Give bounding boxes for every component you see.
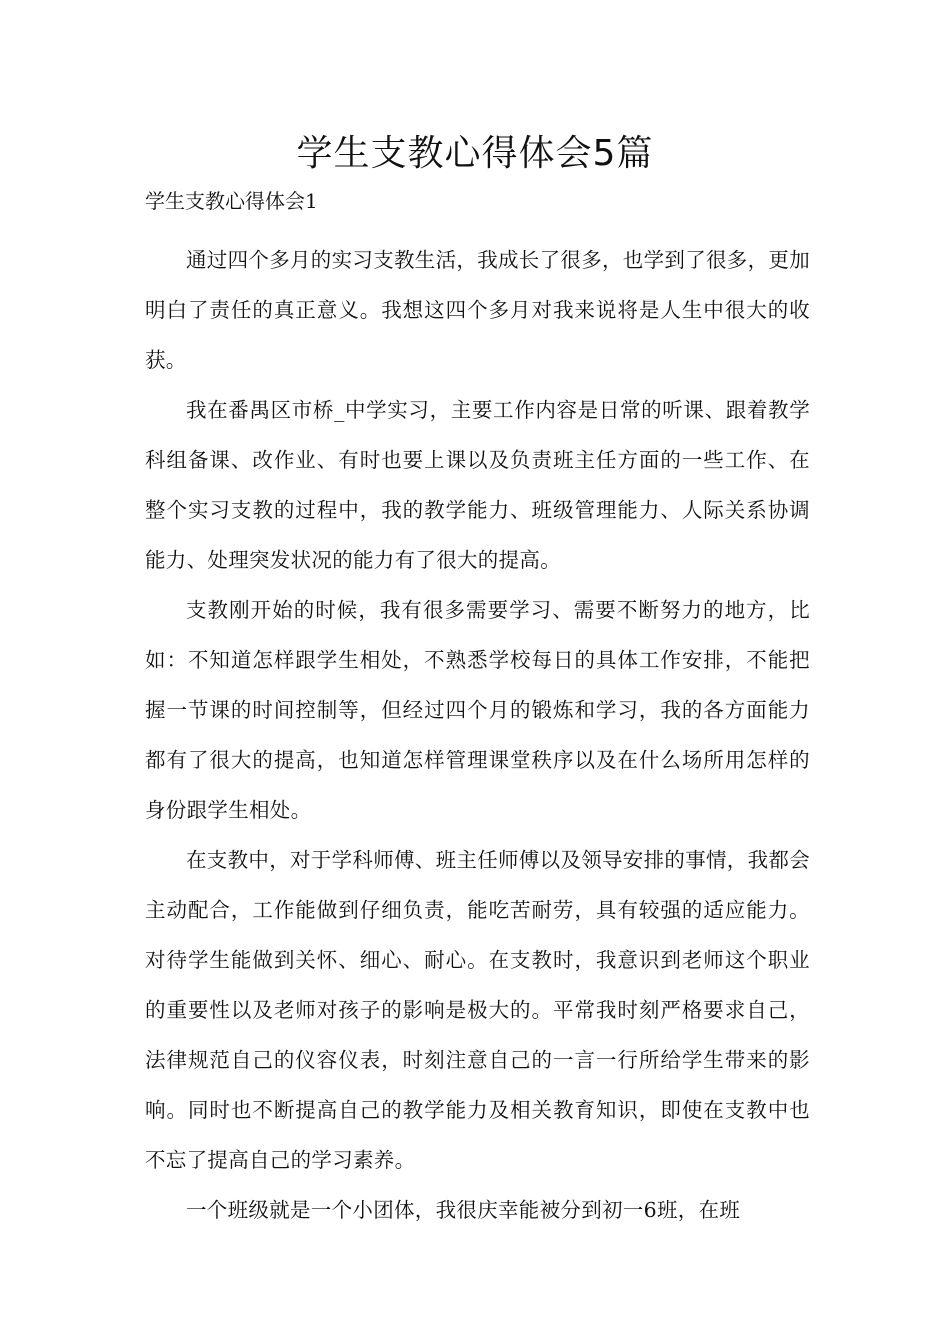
paragraph-1: 通过四个多月的实习支教生活，我成长了很多，也学到了很多，更加明白了责任的真正意义。我想这四个多月对我来说将是人生中很大的收获。: [145, 248, 810, 372]
document-body: [145, 235, 810, 1235]
paragraph-4: 在支教中，对于学科师傅、班主任师傅以及领导安排的事情，我都会主动配合，工作能做到仔细负责，能吃苦耐劳，具有较强的适应能力。对待学生能做到关怀、细心、耐心。在支教时，我意识到老师这个职业的重要性以及老师对孩子的影响是极大的。平常我时刻严格要求自己，法律规范自己的仪容仪表，时刻注意自己的一言一行所给学生带来的影响。同时也不断提高自己的教学能力及相关教育知识，即使在支教中也不忘了提高自己的学习素养。: [145, 848, 810, 1172]
document-title: 学生支教心得体会5篇: [296, 133, 654, 174]
paragraph-3: 支教刚开始的时候，我有很多需要学习、需要不断努力的地方，比如：不知道怎样跟学生相处，不熟悉学校每日的具体工作安排，不能把握一节课的时间控制等，但经过四个月的锻炼和学习，我的各方面能力都有了很大的提高，也知道怎样管理课堂秩序以及在什么场所用怎样的身份跟学生相处。: [145, 598, 810, 822]
paragraph-5: 一个班级就是一个小团体，我很庆幸能被分到初一6班，在班: [186, 1198, 741, 1222]
section-heading: 学生支教心得体会1: [145, 189, 318, 213]
paragraph-2: 我在番禺区市桥_中学实习，主要工作内容是日常的听课、跟着教学科组备课、改作业、有时也要上课以及负责班主任方面的一些工作、在整个实习支教的过程中，我的教学能力、班级管理能力、人际关系协调能力、处理突发状况的能力有了很大的提高。: [145, 398, 810, 572]
